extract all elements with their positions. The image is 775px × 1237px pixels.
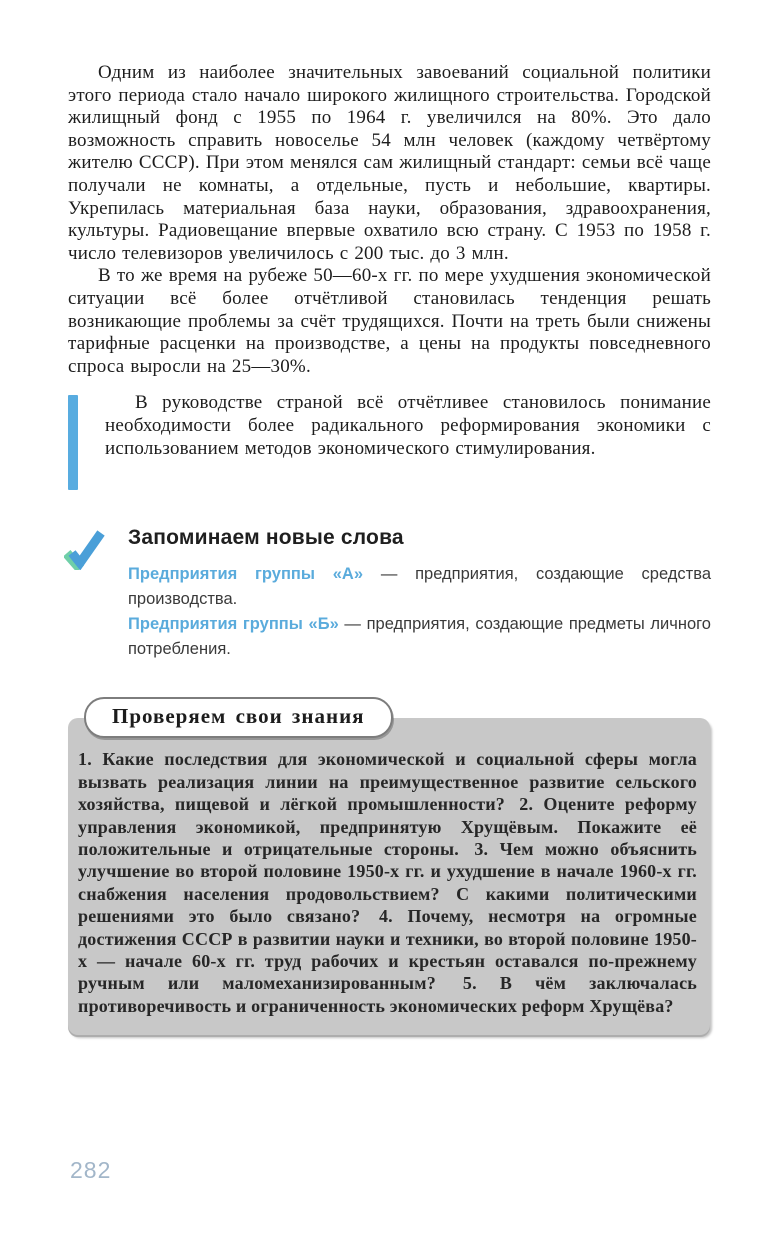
question-5: 5. В чём заключалась противоречивость и ограниченность экономических реформ Хрущёва? xyxy=(78,973,697,1016)
vocab-term-b: Предприятия группы «Б» xyxy=(128,615,339,634)
question-3: 3. Чем можно объяснить улучшение во второй половине 1950-х гг. и ухудшение в начале 1960-х гг. снабжения населения продовольствием? С какими политическими решениями это было связано? xyxy=(78,838,698,927)
highlight-note-text: В руководстве страной всё отчётливее становилось понимание необходимости более радикального реформирования экономики с использованием методов экономического стимулирования. xyxy=(105,392,711,459)
question-2: 2. Оцените реформу управления экономикой, предпринятую Хрущёвым. Покажите её положительные и отрицательные стороны. xyxy=(78,794,697,859)
questions-text xyxy=(78,748,697,1017)
highlight-note xyxy=(68,392,711,492)
page-number: 282 xyxy=(70,1157,112,1183)
checkmark-icon xyxy=(64,526,108,570)
paragraph-economy: В то же время на рубеже 50—60-х гг. по мере ухудшения экономической ситуации всё более отчётливой становилась тенденция решать возникающие проблемы за счёт трудящихся. Почти на треть были снижены тарифные расценки на производстве, а цены на продукты повседневного спроса выросли на 25—30%. xyxy=(68,265,711,377)
vocab-heading: Запоминаем новые слова xyxy=(128,526,404,550)
paragraph-housing: Одним из наиболее значительных завоеваний социальной политики этого периода стало начало широкого жилищного строительства. Городской жилищный фонд с 1955 по 1964 г. увеличился на 80%. Это дало возможность справить новоселье 54 млн человек (каждому четвёртому жителю СССР). При этом менялся сам жилищный стандарт: семьи всё чаще получали не комнаты, а отдельные, пусть и небольшие, квартиры. Укрепилась материальная база науки, образования, здравоохранения, культуры. Радиовещание впервые охватило всю страну. С 1953 по 1958 г. число телевизоров увеличилось с 200 тыс. до 3 млн. xyxy=(68,62,711,264)
vocab-term-a: Предприятия группы «А» xyxy=(128,565,364,584)
vocab-definition-b xyxy=(128,612,711,662)
vocab-term-a-definition: — предприятия, создающие средства производства. xyxy=(128,565,711,609)
question-4: 4. Почему, несмотря на огромные достижения СССР в развитии науки и техники, во второй половине 1950-х — начале 60-х гг. труд рабочих и крестьян оставался по-прежнему ручным или маломеханизированным? xyxy=(78,906,697,994)
questions-heading-pill xyxy=(84,697,393,738)
highlight-bar xyxy=(68,395,78,490)
question-1: 1. Какие последствия для экономической и социальной сферы могла вызвать реализация линии на преимущественное развитие сельского хозяйства, пищевой и лёгкой промышленности? xyxy=(78,749,697,815)
questions-box xyxy=(68,704,710,1035)
vocab-definition-a xyxy=(128,562,711,612)
questions-heading: Проверяем свои знания xyxy=(112,704,365,729)
vocab-section xyxy=(68,526,711,662)
vocab-term-b-definition: — предприятия, создающие предметы личного потребления. xyxy=(128,615,711,659)
